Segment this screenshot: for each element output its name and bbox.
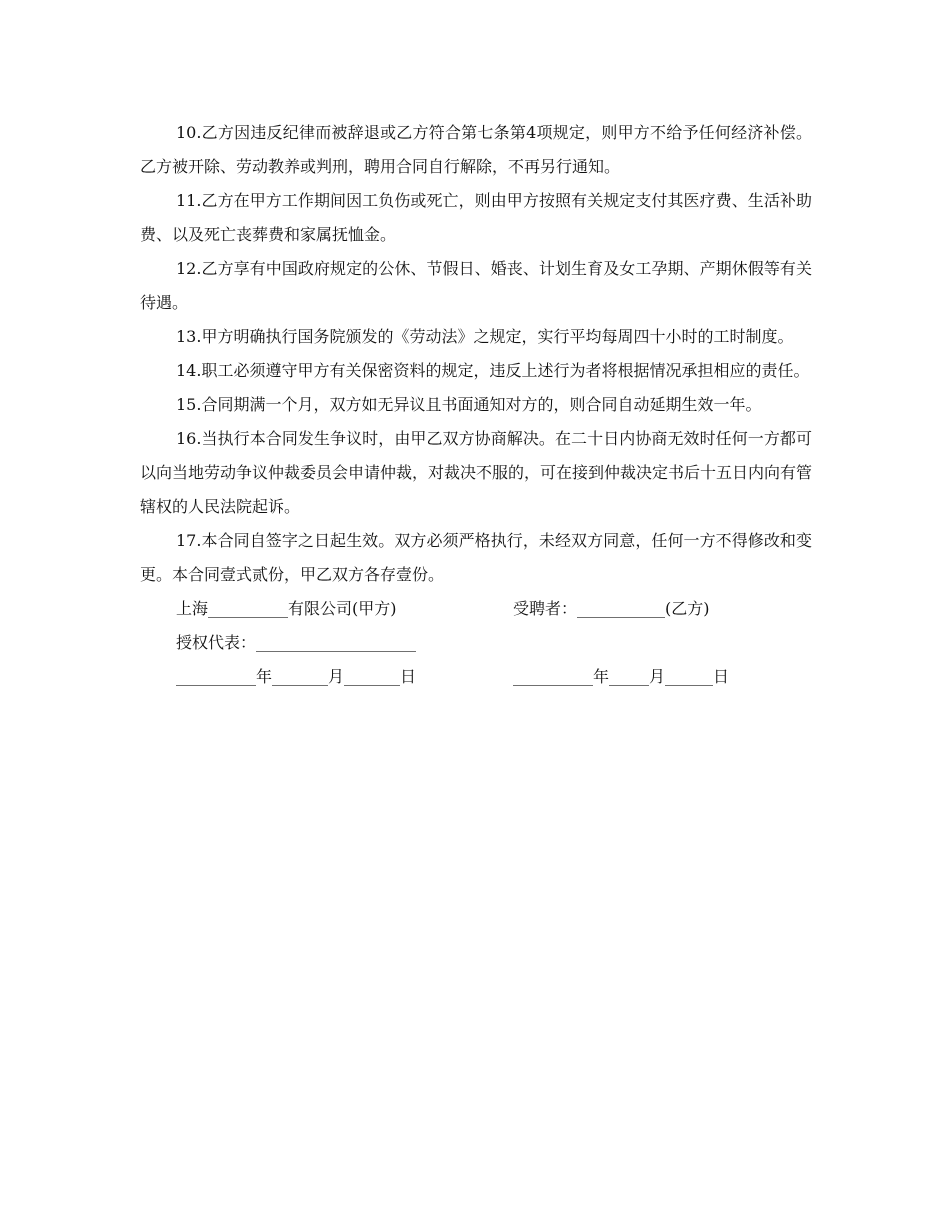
- clause-14: 14.职工必须遵守甲方有关保密资料的规定，违反上述行为者将根据情况承担相应的责任。: [176, 361, 810, 380]
- clause-10: 10.乙方因违反纪律而被辞退或乙方符合第七条第4项规定，则甲方不给予任何经济补偿。乙方被开除、劳动教养或判刑，聘用合同自行解除，不再另行通知。: [140, 123, 812, 176]
- signature-parties-row: [140, 592, 812, 626]
- clause-17: 17.本合同自签字之日起生效。双方必须严格执行，未经双方同意，任何一方不得修改和变更。本合同壹式贰份，甲乙双方各存壹份。: [140, 531, 812, 584]
- party-a-signature: 上海__________有限公司(甲方): [176, 599, 397, 618]
- clause-15: 15.合同期满一个月，双方如无异议且书面通知对方的，则合同自动延期生效一年。: [176, 395, 762, 414]
- signature-dates-row: [140, 660, 812, 694]
- party-b-signature: 受聘者：___________(乙方): [513, 599, 710, 618]
- clause-13: 13.甲方明确执行国务院颁发的《劳动法》之规定，实行平均每周四十小时的工时制度。: [176, 327, 794, 346]
- clause-11: 11.乙方在甲方工作期间因工负伤或死亡，则由甲方按照有关规定支付其医疗费、生活补助费、以及死亡丧葬费和家属抚恤金。: [140, 191, 812, 244]
- representative-row: [140, 626, 812, 660]
- party-a-date: __________年_______月_______日: [176, 667, 417, 686]
- clause-16: 16.当执行本合同发生争议时，由甲乙双方协商解决。在二十日内协商无效时任何一方都可以向当地劳动争议仲裁委员会申请仲裁，对裁决不服的，可在接到仲裁决定书后十五日内向有管辖权的人民法院起诉。: [140, 429, 813, 516]
- clause-12: 12.乙方享有中国政府规定的公休、节假日、婚丧、计划生育及女工孕期、产期休假等有关待遇。: [140, 259, 812, 312]
- authorized-representative: 授权代表：____________________: [176, 633, 417, 652]
- party-b-date: __________年_____月______日: [513, 667, 730, 686]
- contract-body: [140, 116, 812, 694]
